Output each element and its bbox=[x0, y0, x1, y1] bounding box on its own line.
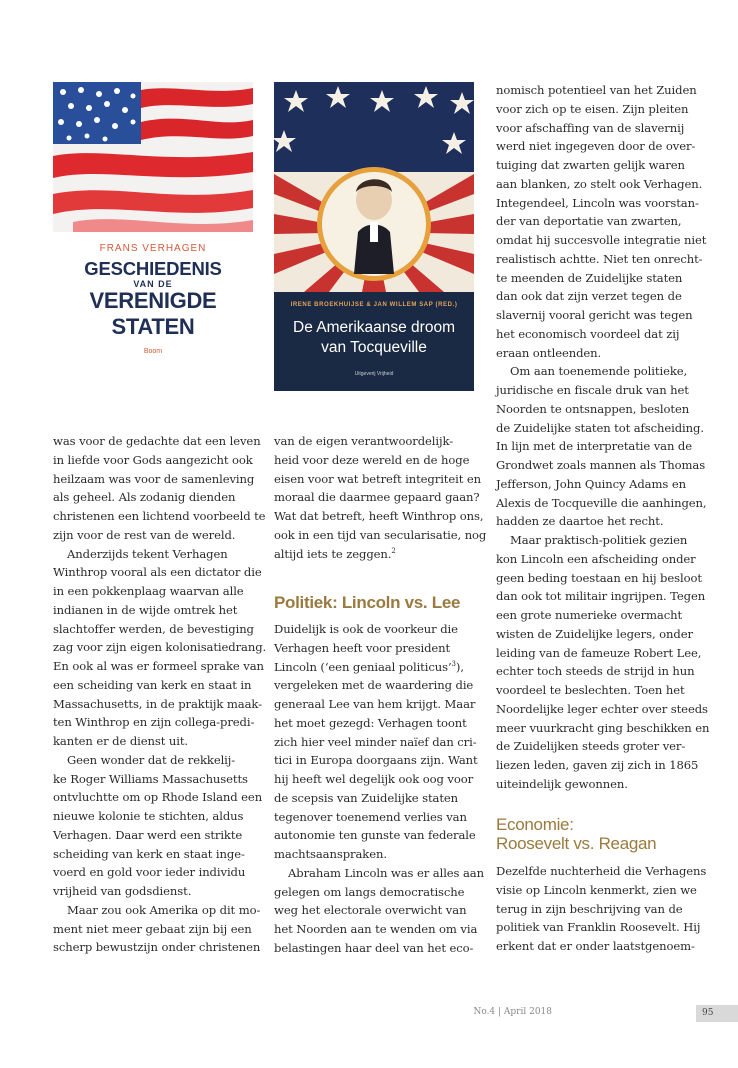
text-line: weg het electorale overwicht van bbox=[274, 903, 467, 918]
text-line: tici in Europa doorgaans zijn. Want bbox=[274, 753, 478, 768]
cover-editors: IRENE BROEKHUIJSE & JAN WILLEM SAP (RED.) bbox=[290, 302, 458, 308]
text-line: ook in een tijd van secularisatie, nog bbox=[274, 527, 487, 542]
text-line: Jefferson, John Quincy Adams en bbox=[496, 476, 686, 491]
text-line: het moet gezegd: Verhagen toont bbox=[274, 715, 467, 730]
text-line: der van deportatie van zwarten, bbox=[496, 214, 682, 229]
text-line bbox=[274, 545, 486, 564]
text-line: hadden ze daartoe het recht. bbox=[496, 514, 664, 529]
section-heading-line: Economie: bbox=[496, 815, 574, 834]
text-line: een scheiding van kerk en staat in bbox=[53, 677, 252, 692]
cover-title-line: VERENIGDE bbox=[89, 288, 217, 313]
text-fragment: altijd iets te zeggen. bbox=[274, 546, 392, 561]
text-fragment: Lincoln (‘een geniaal politicus’ bbox=[274, 659, 452, 674]
section-heading: Politiek: Lincoln vs. Lee bbox=[274, 593, 461, 612]
text-line: leiding van de fameuze Robert Lee, bbox=[496, 645, 702, 660]
text-line: eisen voor wat betreft integriteit en bbox=[274, 471, 481, 486]
text-line: Dezelfde nuchterheid die Verhagens bbox=[496, 864, 707, 878]
text-line bbox=[274, 658, 484, 677]
text-line: dan ook tot militair ingrijpen. Tegen bbox=[496, 589, 706, 604]
text-line: scherp bewustzijn onder christenen bbox=[53, 940, 261, 955]
text-line: aan blanken, zo stelt ook Verhagen. bbox=[496, 176, 703, 191]
text-line: Verhagen. Daar werd een strikte bbox=[53, 827, 243, 842]
column-1 bbox=[53, 432, 266, 957]
text-line: voor afschaffing van de slavernij bbox=[496, 120, 685, 135]
text-line: hij heeft wel degelijk ook oog voor bbox=[274, 772, 474, 786]
text-line: generaal Lee van hem krijgt. Maar bbox=[274, 697, 476, 711]
text-line: de Zuidelijken steeds groter ver- bbox=[496, 739, 686, 754]
text-line: kanten er de dienst uit. bbox=[53, 734, 189, 748]
text-line: zich hier veel minder naïef dan cri- bbox=[274, 734, 477, 749]
cover-title-line: VAN DE bbox=[133, 279, 173, 289]
text-line: Verhagen heeft voor president bbox=[274, 640, 451, 655]
text-line: in liefde voor Gods aangezicht ook bbox=[53, 452, 253, 467]
text-line: het economisch voordeel dat zij bbox=[496, 326, 680, 341]
text-line: scheiding van kerk en staat inge- bbox=[53, 846, 245, 861]
text-line: voordeel te beslechten. Toen het bbox=[496, 683, 685, 697]
text-line: autonomie ten gunste van federale bbox=[274, 828, 476, 843]
text-line: Anderzijds tekent Verhagen bbox=[67, 546, 228, 561]
footnote-ref: 2 bbox=[391, 546, 396, 555]
text-line: Geen wonder dat de rekkelij- bbox=[67, 752, 236, 767]
text-line: Wat dat betreft, heeft Winthrop ons, bbox=[274, 509, 484, 523]
text-line: belastingen haar deel van het eco- bbox=[274, 940, 474, 955]
text-line: Maar zou ook Amerika op dit mo- bbox=[67, 902, 261, 917]
text-line: Abraham Lincoln was er alles aan bbox=[288, 865, 484, 880]
text-line: politiek van Franklin Roosevelt. Hij bbox=[496, 920, 701, 935]
text-line: slavernij vooral gericht was tegen bbox=[496, 308, 693, 322]
text-line: de Zuidelijke staten tot afscheiding. bbox=[496, 420, 704, 435]
text-line: het Noorden aan te wenden om via bbox=[274, 922, 478, 936]
text-line: geen beding toestaan en hij besloot bbox=[496, 570, 702, 585]
text-line: meer vuurkracht ging beschikken en bbox=[496, 720, 710, 735]
issue-label: No.4 | April 2018 bbox=[473, 1007, 552, 1017]
text-line: omdat hij succesvolle integratie niet bbox=[496, 233, 707, 247]
text-line: heilzaam was voor de samenleving bbox=[53, 471, 255, 486]
text-line: tuiging dat zwarten gelijk waren bbox=[496, 158, 685, 172]
text-line: Noorden te ontsnappen, besloten bbox=[496, 401, 690, 416]
text-line: vergeleken met de waardering die bbox=[274, 678, 474, 693]
section-heading-line: Roosevelt vs. Reagan bbox=[496, 834, 657, 853]
text-line: erkent dat er onder laatstgenoem- bbox=[496, 939, 695, 953]
text-line: machtsaanspraken. bbox=[274, 847, 387, 861]
page-number: 95 bbox=[696, 1005, 738, 1022]
text-line: in een pokkenplaag waarvan alle bbox=[53, 584, 244, 598]
text-line: zag voor zijn eigen kolonisatiedrang. bbox=[53, 640, 267, 655]
text-line: ten Winthrop en zijn collega-predi- bbox=[53, 715, 255, 730]
text-line: Noordelijke leger echter over steeds bbox=[496, 701, 708, 716]
text-line: christenen een lichtend voorbeeld te bbox=[53, 509, 266, 523]
text-line: uiteindelijk gewonnen. bbox=[496, 776, 628, 791]
text-line: moraal die daarmee gepaard gaan? bbox=[274, 490, 480, 505]
text-line: liezen leden, gaven zij zich in 1865 bbox=[496, 758, 699, 772]
text-line: En ook al was er formeel sprake van bbox=[53, 659, 264, 673]
text-line: kon Lincoln een afscheiding onder bbox=[496, 551, 696, 566]
text-line: Grondwet zoals mannen als Thomas bbox=[496, 458, 706, 472]
cover-publisher: Uitgeverij Vrijheid bbox=[354, 371, 394, 377]
text-line: slachtoffer werden, de bevestiging bbox=[53, 621, 254, 636]
text-line: wisten de Zuidelijke legers, onder bbox=[496, 626, 693, 641]
text-line: eraan ontleenden. bbox=[496, 345, 602, 360]
column-2 bbox=[274, 432, 486, 563]
cover-title-line: van Tocqueville bbox=[321, 339, 427, 356]
cover-author: FRANS VERHAGEN bbox=[99, 243, 207, 254]
text-line: van de eigen verantwoordelijk- bbox=[274, 434, 454, 448]
text-line: ment niet meer gebaat zijn bij een bbox=[53, 921, 252, 936]
text-line: terug in zijn beschrijving van de bbox=[496, 901, 683, 916]
text-line: indianen in de wijde omtrek het bbox=[53, 602, 238, 617]
text-line: te meenden de Zuidelijke staten bbox=[496, 270, 683, 285]
text-line: In lijn met de interpretatie van de bbox=[496, 439, 693, 454]
cover-publisher: Boom bbox=[143, 348, 163, 355]
text-fragment: ), bbox=[455, 659, 464, 674]
cover-title-line: STATEN bbox=[111, 314, 195, 339]
section-heading bbox=[496, 815, 656, 853]
text-line: ke Roger Williams Massachusetts bbox=[53, 771, 248, 786]
cover-title-line: De Amerikaanse droom bbox=[293, 319, 455, 336]
column-3-section bbox=[496, 862, 706, 956]
text-line: Maar praktisch-politiek gezien bbox=[510, 533, 688, 547]
text-line: Massachusetts, in de praktijk maak- bbox=[53, 696, 262, 711]
book-cover-geschiedenis bbox=[53, 82, 253, 387]
book-cover-tocqueville bbox=[274, 82, 474, 391]
text-line: Integendeel, Lincoln was voorstan- bbox=[496, 195, 699, 210]
column-2-section bbox=[274, 620, 484, 958]
text-line: Om aan toenemende politieke, bbox=[510, 364, 688, 379]
text-line: Alexis de Tocqueville die aanhingen, bbox=[496, 495, 707, 510]
american-flag-illustration bbox=[53, 82, 253, 232]
text-line: echter toch steeds de strijd in hun bbox=[496, 664, 695, 679]
text-line: vrijheid van godsdienst. bbox=[53, 884, 192, 898]
text-line: realistisch achtte. Niet ten onrecht- bbox=[496, 251, 703, 266]
text-line: de scepsis van Zuidelijke staten bbox=[274, 790, 459, 805]
text-line: Duidelijk is ook de voorkeur die bbox=[274, 622, 458, 636]
text-line: een grote numerieke overmacht bbox=[496, 608, 683, 622]
text-line: gelegen om langs democratische bbox=[274, 884, 465, 899]
column-3 bbox=[496, 81, 709, 794]
text-line: dan ook dat zijn verzet tegen de bbox=[496, 289, 682, 304]
text-line: was voor de gedachte dat een leven bbox=[53, 434, 261, 448]
text-line: werd niet ingegeven door de over- bbox=[496, 139, 696, 154]
text-line: voor zich op te eisen. Zijn pleiten bbox=[496, 101, 689, 116]
text-line: tegenover toenemend verlies van bbox=[274, 809, 467, 824]
text-line: als geheel. Als zodanig dienden bbox=[53, 490, 236, 505]
text-line: heid voor deze wereld en de hoge bbox=[274, 452, 470, 467]
text-line: nieuwe kolonie te stichten, aldus bbox=[53, 809, 244, 823]
cover-title bbox=[274, 318, 474, 358]
text-line: ontvluchtte om op Rhode Island een bbox=[53, 790, 263, 805]
text-line: juridische en fiscale druk van het bbox=[496, 383, 689, 397]
text-line: nomisch potentieel van het Zuiden bbox=[496, 83, 697, 97]
text-line: voerd en gold voor ieder individu bbox=[53, 865, 246, 880]
text-line: Winthrop vooral als een dictator die bbox=[53, 565, 262, 580]
text-line: visie op Lincoln kenmerkt, zien we bbox=[496, 882, 697, 897]
footnote-ref: 3 bbox=[451, 659, 456, 668]
cover-title-line: GESCHIEDENIS bbox=[84, 258, 222, 279]
text-line: zijn voor de rest van de wereld. bbox=[53, 527, 236, 542]
